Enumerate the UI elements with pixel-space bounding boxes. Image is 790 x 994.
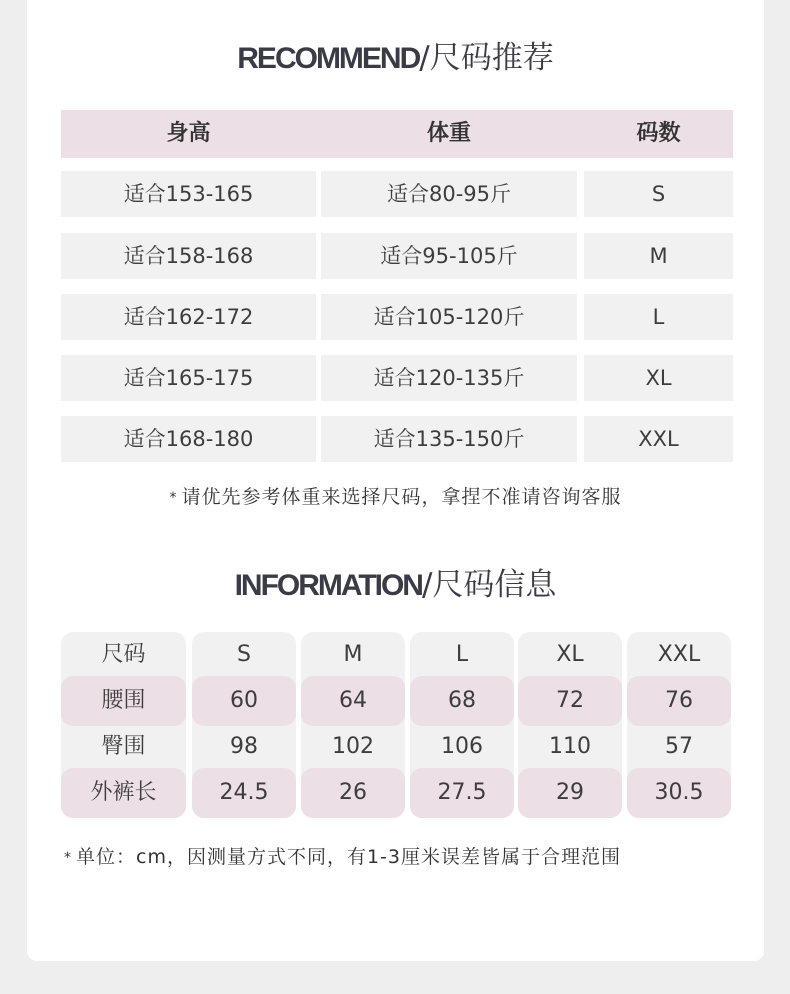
recommend-title-zh: /尺码推荐 (419, 40, 554, 76)
recommend-title (27, 37, 764, 79)
height-cell: 适合153-165 (61, 171, 316, 217)
size-header-cell: S (237, 642, 251, 667)
size-guide-card (27, 0, 764, 961)
info-column-s (192, 632, 296, 818)
waist-cell: 68 (410, 676, 514, 726)
size-header-cell: L (455, 642, 469, 667)
row-label-hip: 臀围 (101, 734, 146, 759)
size-cell: S (584, 171, 733, 217)
recommend-table-header (61, 110, 733, 158)
weight-cell: 适合135-150斤 (321, 416, 577, 462)
pants-length-cell: 27.5 (410, 768, 514, 818)
information-title (27, 564, 764, 606)
information-title-zh: /尺码信息 (421, 567, 557, 603)
star-icon: * (169, 490, 178, 506)
info-column-l (410, 632, 514, 818)
hip-cell: 106 (441, 734, 483, 759)
pants-length-cell: 26 (301, 768, 405, 818)
hip-cell: 110 (549, 734, 591, 759)
size-header-cell: XL (556, 642, 584, 667)
row-label-waist: 腰围 (61, 676, 186, 726)
pants-length-cell: 24.5 (192, 768, 296, 818)
information-note-text: 单位：cm，因测量方式不同，有1-3厘米误差皆属于合理范围 (76, 846, 621, 868)
row-label-pants-length: 外裤长 (61, 768, 186, 818)
size-header-cell: M (343, 642, 363, 667)
weight-cell: 适合105-120斤 (321, 294, 577, 340)
height-cell: 适合158-168 (61, 233, 316, 279)
pants-length-cell: 30.5 (627, 768, 731, 818)
recommend-title-en: RECOMMEND (237, 42, 420, 75)
hip-cell: 57 (665, 734, 693, 759)
header-weight: 体重 (426, 121, 471, 146)
waist-cell: 64 (301, 676, 405, 726)
info-column-labels (61, 632, 186, 818)
hip-cell: 102 (332, 734, 374, 759)
weight-cell: 适合95-105斤 (321, 233, 577, 279)
info-column-m (301, 632, 405, 818)
size-header-cell: XXL (657, 642, 701, 667)
header-size: 码数 (636, 121, 681, 146)
information-title-en: INFORMATION (234, 569, 422, 602)
size-cell: XXL (584, 416, 733, 462)
height-cell: 适合162-172 (61, 294, 316, 340)
row-label-size: 尺码 (101, 642, 146, 667)
size-cell: M (584, 233, 733, 279)
recommend-note (27, 484, 764, 510)
information-note (64, 844, 621, 870)
height-cell: 适合165-175 (61, 355, 316, 401)
size-cell: XL (584, 355, 733, 401)
waist-cell: 76 (627, 676, 731, 726)
table-row (27, 294, 764, 340)
waist-cell: 60 (192, 676, 296, 726)
waist-cell: 72 (518, 676, 622, 726)
table-row (27, 233, 764, 279)
table-row (27, 355, 764, 401)
info-column-xl (518, 632, 622, 818)
height-cell: 适合168-180 (61, 416, 316, 462)
weight-cell: 适合120-135斤 (321, 355, 577, 401)
header-height: 身高 (166, 121, 211, 146)
size-cell: L (584, 294, 733, 340)
pants-length-cell: 29 (518, 768, 622, 818)
info-column-xxl (627, 632, 731, 818)
table-row (27, 416, 764, 462)
table-row (27, 171, 764, 217)
weight-cell: 适合80-95斤 (321, 171, 577, 217)
star-icon: * (64, 850, 72, 866)
recommend-note-text: 请优先参考体重来选择尺码，拿捏不准请咨询客服 (181, 486, 622, 508)
hip-cell: 98 (230, 734, 258, 759)
